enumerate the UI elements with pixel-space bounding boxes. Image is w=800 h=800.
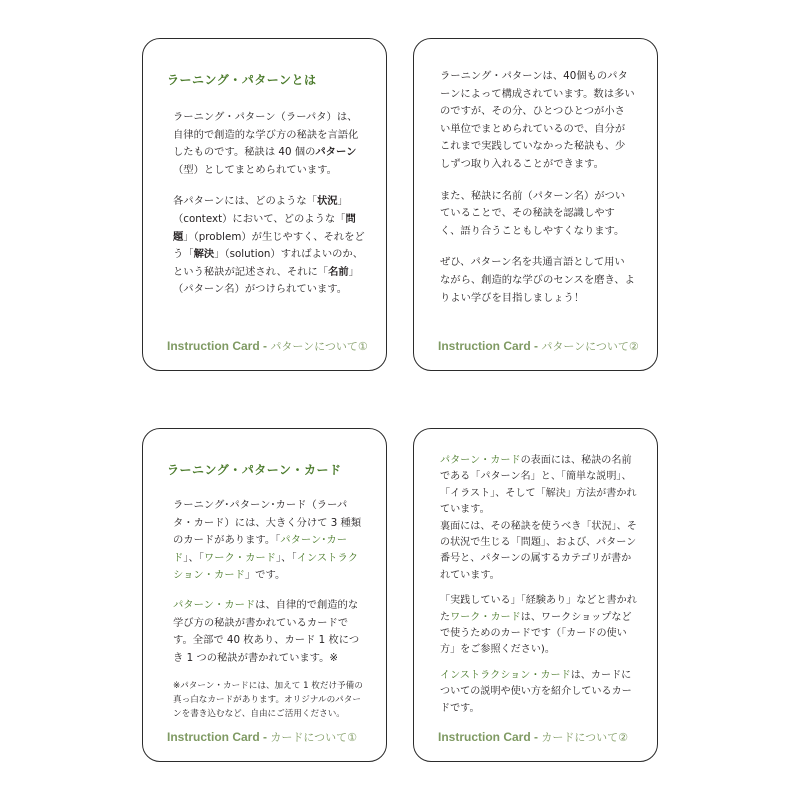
text: 」（problem）が生じやすく、それをどう「 bbox=[173, 230, 365, 261]
instruction-card-cards-1 bbox=[142, 428, 387, 762]
text: 」、「 bbox=[275, 551, 297, 564]
green-text: インストラクション・カード bbox=[173, 551, 359, 582]
card-footer bbox=[438, 338, 639, 354]
text: の表面には、秘訣の名前である「パターン名」と、「簡単な説明」、「イラスト」、そして「解決」方法が書かれています。 bbox=[440, 455, 637, 516]
bold-text: 状況 bbox=[316, 195, 338, 208]
card-footer bbox=[438, 729, 628, 745]
footer-label: Instruction Card - bbox=[438, 730, 542, 744]
paragraph bbox=[440, 453, 639, 584]
card-body bbox=[173, 109, 366, 313]
bold-text: 名前 bbox=[328, 265, 349, 278]
green-text: パターン･カード bbox=[173, 534, 348, 564]
footer-subtitle: パターンについて② bbox=[541, 340, 639, 353]
footer-label: Instruction Card - bbox=[438, 339, 542, 353]
paragraph bbox=[173, 193, 366, 299]
text: 」（solution）すればよいのか、という秘訣が記述され、それに「 bbox=[173, 248, 364, 278]
instruction-card-patterns-2 bbox=[413, 38, 658, 371]
paragraph bbox=[173, 109, 366, 179]
green-text: ワーク・カード bbox=[203, 551, 276, 564]
paragraph: ぜひ、パターン名を共通言語として用いながら、創造的な学びのセンスを磨き、よりよい学びを目指しましょう！ bbox=[440, 256, 635, 304]
card-body bbox=[440, 68, 635, 321]
text: は、ワークショップなどで使うためのカードです（「カードの使い方」をご参照ください)。 bbox=[440, 611, 632, 656]
text: は、カードについての説明や使い方を紹介しているカードです。 bbox=[440, 669, 632, 714]
green-text: ワーク・カード bbox=[450, 611, 521, 623]
footnote: ※パターン・カードには、加えて 1 枚だけ予備の真っ白なカードがあります。オリジナルのパターンを書き込むなど、自由にご活用ください。 bbox=[173, 681, 363, 720]
text: 裏面には、その秘訣を使うべき「状況」、その状況で生じる「問題」、および、パターン番号と、パターンの属するカテゴリが書かれています。 bbox=[440, 520, 637, 581]
text: 」、「 bbox=[183, 551, 204, 564]
bold-text: パターン bbox=[315, 146, 357, 159]
text: 各パターンには、どのような「 bbox=[173, 195, 317, 208]
text: ラーニング･パターン･カード（ラーパタ・カード）には、大きく分けて 3 種類のカードがあります。「 bbox=[173, 499, 362, 547]
paragraph bbox=[440, 668, 639, 717]
paragraph: ラーニング・パターンは、40個ものパターンによって構成されています。数は多いのですが、その分、ひとつひとつが小さい単位でまとめられているので、自分がこれまで実践していなかった秘訣も、少しずつ取り入れることができます。 bbox=[440, 70, 635, 170]
footer-label: Instruction Card - bbox=[167, 730, 271, 744]
card-footer bbox=[167, 729, 357, 745]
bold-text: 解決 bbox=[193, 248, 215, 261]
bold-text: 問題 bbox=[173, 212, 356, 243]
card-title: ラーニング・パターンとは bbox=[167, 73, 317, 87]
green-text: パターン・カード bbox=[173, 598, 256, 611]
instruction-card-patterns-1 bbox=[142, 38, 387, 371]
paragraph: また、秘訣に名前（パターン名）がついていることで、その秘訣を認識しやすく、語り合うこともしやすくなります。 bbox=[440, 189, 626, 237]
footer-label: Instruction Card - bbox=[167, 339, 271, 353]
card-footer bbox=[167, 338, 368, 354]
green-text: インストラクション・カード bbox=[440, 669, 571, 681]
footer-subtitle: パターンについて① bbox=[270, 340, 368, 353]
text: （型）としてまとめられています。 bbox=[173, 163, 337, 176]
paragraph bbox=[173, 497, 366, 585]
card-title: ラーニング・パターン・カード bbox=[167, 463, 342, 477]
text: 「実践している」「経験あり」などと書かれた bbox=[440, 595, 637, 623]
text: 」です。 bbox=[244, 569, 286, 582]
paragraph bbox=[173, 597, 366, 667]
text: は、自律的で創造的な学び方の秘訣が書かれているカードです。全部で 40 枚あり、カード 1 枚につき 1 つの秘訣が書かれています。※ bbox=[173, 598, 360, 664]
text: 」（パターン名）がつけられています。 bbox=[173, 265, 359, 296]
text: 」（context）において、どのような「 bbox=[173, 195, 348, 225]
card-body bbox=[440, 453, 639, 726]
footer-subtitle: カードについて① bbox=[270, 731, 357, 744]
footer-subtitle: カードについて② bbox=[541, 731, 628, 744]
green-text: パターン・カード bbox=[440, 455, 521, 466]
instruction-card-cards-2 bbox=[413, 428, 658, 762]
paragraph bbox=[440, 593, 639, 659]
card-body bbox=[173, 497, 366, 721]
text: ラーニング・パターン（ラーパタ）は、自律的で創造的な学び方の秘訣を言語化したものです。秘訣は 40 個の bbox=[173, 111, 359, 159]
